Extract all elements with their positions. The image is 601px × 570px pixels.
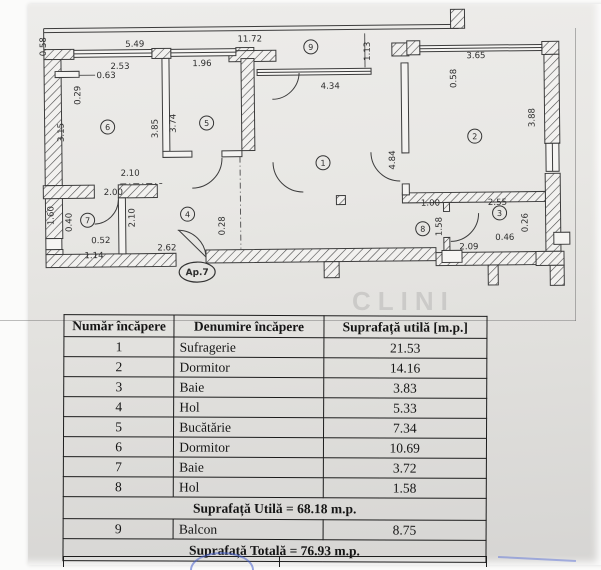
- table-row: [64, 337, 487, 359]
- cell-num: 5: [64, 417, 174, 437]
- svg-text:1: 1: [320, 159, 325, 168]
- cell-name: Sufragerie: [174, 337, 323, 358]
- cell-num: 1: [64, 337, 174, 357]
- room-number-3: [492, 206, 506, 220]
- partial-row-divider: [279, 557, 280, 567]
- svg-text:7: 7: [85, 216, 90, 225]
- dimension-labels: [39, 32, 539, 262]
- dim-label: 2.10: [127, 208, 137, 227]
- dim-label: 3.74: [169, 114, 179, 133]
- table-row: [63, 437, 486, 459]
- dim-label: 1.14: [84, 251, 103, 261]
- watermark-text: CLINI: [352, 286, 512, 317]
- svg-text:5: 5: [204, 119, 209, 128]
- dim-label: 2.10: [121, 169, 140, 179]
- svg-text:8: 8: [420, 225, 425, 234]
- svg-text:3: 3: [497, 209, 502, 218]
- table-row: [63, 477, 486, 499]
- room-number-2: [468, 129, 482, 143]
- summary-totala: Suprafață Totală = 76.93 m.p.: [63, 539, 486, 563]
- svg-text:Ap.7: Ap.7: [186, 268, 209, 278]
- svg-text:6: 6: [105, 123, 110, 132]
- dim-label: 1.96: [192, 59, 211, 69]
- cell-area: 3.83: [323, 378, 486, 399]
- cell-area: 1.58: [323, 478, 486, 499]
- room-numbers: [79, 38, 507, 239]
- cell-name: Baie: [174, 377, 323, 398]
- cell-num: 3: [64, 377, 174, 397]
- wall: [450, 9, 464, 28]
- svg-text:4: 4: [185, 210, 190, 219]
- header-room-area: Suprafață utilă [m.p.]: [324, 316, 488, 339]
- apartment-label: [179, 262, 215, 282]
- header-room-name: Denumire încăpere: [174, 315, 323, 338]
- dim-label: 2.55: [488, 198, 507, 208]
- table-row: [64, 377, 487, 399]
- dim-label: 0.58: [39, 37, 49, 56]
- partial-next-table-row: [63, 556, 487, 567]
- cell-area: 10.69: [323, 438, 486, 459]
- cell-num: 4: [64, 397, 174, 417]
- dim-label: 0.52: [91, 236, 110, 246]
- cell-area: 21.53: [323, 338, 486, 359]
- room-number-8: [416, 222, 430, 236]
- cell-num: 6: [63, 437, 173, 457]
- room-number-1: [316, 156, 330, 170]
- cell-num: 7: [63, 457, 173, 477]
- cell-area: 8.75: [323, 520, 486, 541]
- table-row: [64, 417, 487, 439]
- svg-text:2: 2: [472, 132, 477, 141]
- dim-label: 0.26: [521, 213, 531, 232]
- table-row: [64, 357, 487, 379]
- room-number-9: [304, 40, 318, 54]
- dim-label: 1.00: [421, 199, 440, 209]
- cell-area: 5.33: [323, 398, 486, 419]
- dim-label: 1.58: [435, 217, 445, 236]
- header-room-number: Număr încăpere: [64, 315, 174, 337]
- area-table: [62, 314, 487, 563]
- cell-num: 2: [64, 357, 174, 377]
- dim-label: 3.85: [151, 119, 161, 138]
- dim-label: 3.88: [527, 108, 537, 127]
- dim-label: 5.49: [125, 40, 144, 50]
- dim-label: 11.72: [237, 34, 262, 44]
- svg-text:9: 9: [308, 43, 313, 52]
- dim-label: 3.15: [57, 123, 67, 142]
- cell-area: 7.34: [323, 418, 486, 439]
- cell-name: Bucătărie: [174, 417, 323, 438]
- dim-label: 2.09: [459, 242, 478, 252]
- cell-name: Hol: [174, 397, 323, 418]
- dim-label: 4.34: [321, 82, 340, 92]
- dim-label: 0.29: [73, 86, 83, 105]
- cell-name: Baie: [174, 457, 323, 478]
- room-number-7: [81, 213, 95, 227]
- cell-area: 3.72: [323, 458, 486, 479]
- cell-name: Hol: [173, 477, 322, 498]
- table-header-row: [64, 315, 487, 339]
- dim-label: 0.63: [96, 71, 115, 81]
- cell-name: Dormitor: [174, 437, 323, 458]
- scan-fold-line-vertical: [575, 28, 576, 321]
- summary-utila: Suprafață Utilă = 68.18 m.p.: [63, 497, 486, 521]
- dim-label: 0.40: [65, 213, 75, 232]
- summary-utila-row: [63, 497, 486, 521]
- cell-area: 14.16: [323, 358, 486, 379]
- dim-label: 1.13: [363, 42, 373, 61]
- table-row-balcony: [63, 519, 486, 541]
- dim-label: 2.62: [157, 243, 176, 253]
- cell-num: 8: [63, 477, 173, 497]
- dim-label: 2.00: [104, 188, 123, 198]
- room-number-5: [200, 116, 214, 130]
- room-number-4: [180, 207, 194, 221]
- table-row: [64, 397, 487, 419]
- dim-label: 0.58: [449, 69, 459, 88]
- table-row: [63, 457, 486, 479]
- dim-label: 2.53: [110, 62, 129, 72]
- dim-label: 0.28: [218, 216, 228, 235]
- dim-label: 3.65: [466, 51, 485, 61]
- cell-name: Balcon: [173, 519, 322, 540]
- dim-label: 4.84: [388, 150, 398, 169]
- cell-name: Dormitor: [174, 357, 323, 378]
- cell-num: 9: [63, 519, 173, 539]
- room-number-6: [101, 120, 115, 134]
- dim-label: 0.46: [495, 233, 514, 243]
- dim-label: 1.60: [46, 206, 56, 225]
